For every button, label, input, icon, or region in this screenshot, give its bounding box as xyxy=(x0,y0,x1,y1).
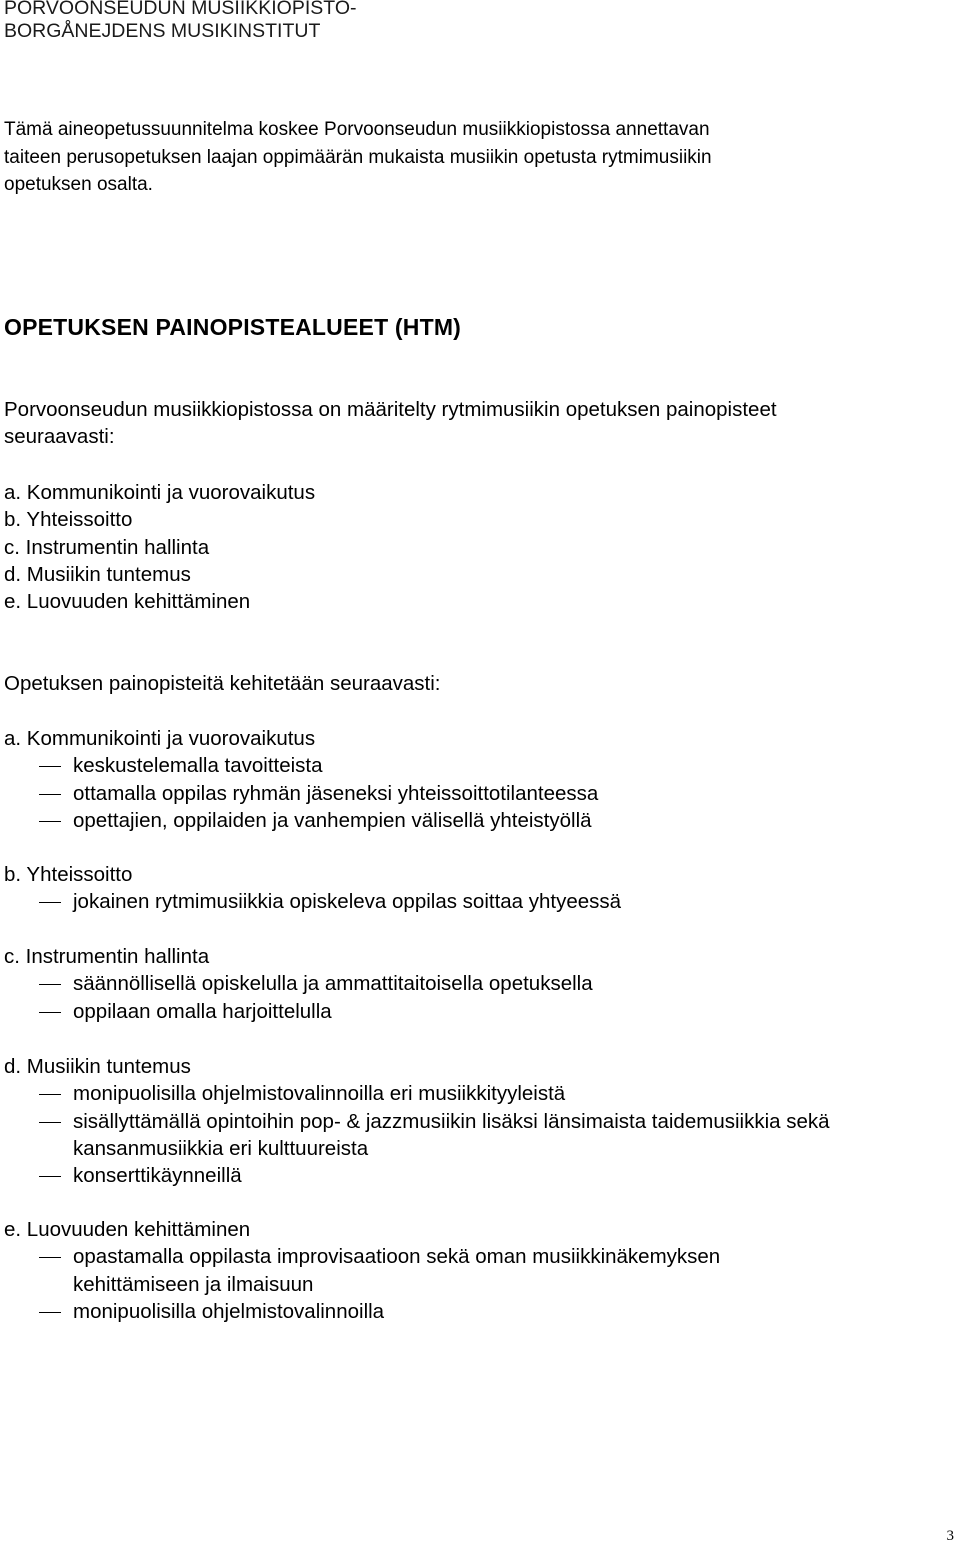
bullet-text: ottamalla oppilas ryhmän jäseneksi yhteissoittotilanteessa xyxy=(73,781,599,805)
dash-bullet-icon xyxy=(39,1094,61,1095)
focus-list-item: d. Musiikin tuntemus xyxy=(4,562,191,586)
development-intro: Opetuksen painopisteitä kehitetään seuraavasti: xyxy=(4,672,441,695)
bullet-text: kehittämiseen ja ilmaisuun xyxy=(73,1272,314,1296)
bullet-item xyxy=(4,1243,954,1298)
dash-bullet-icon xyxy=(39,794,61,795)
dash-bullet-icon xyxy=(39,1257,61,1258)
bullet-text: oppilaan omalla harjoittelulla xyxy=(73,999,332,1023)
dash-bullet-icon xyxy=(39,1012,61,1013)
dash-bullet-icon xyxy=(39,1176,61,1177)
dash-bullet-icon xyxy=(39,1122,61,1123)
header-line: BORGÅNEJDENS MUSIKINSTITUT xyxy=(4,20,321,42)
section-title: d. Musiikin tuntemus xyxy=(4,1055,191,1078)
dash-bullet-icon xyxy=(39,902,61,903)
bullet-text: opastamalla oppilasta improvisaatioon sekä oman musiikkinäkemyksen xyxy=(73,1245,721,1269)
section-music-knowledge xyxy=(4,1053,954,1189)
section-ensemble xyxy=(4,861,954,916)
section-communication xyxy=(4,725,954,834)
focus-list xyxy=(4,479,954,615)
focus-list-item: a. Kommunikointi ja vuorovaikutus xyxy=(4,481,316,504)
dash-bullet-icon xyxy=(39,821,61,822)
bullet-item xyxy=(4,970,954,997)
section-heading: OPETUKSEN PAINOPISTEALUEET (HTM) xyxy=(4,314,462,340)
header-line: PORVOONSEUDUN MUSIIKKIOPISTO- xyxy=(4,0,357,19)
bullet-text: kansanmusiikkia eri kulttuureista xyxy=(73,1136,369,1160)
section-title: a. Kommunikointi ja vuorovaikutus xyxy=(4,727,316,750)
bullet-text: monipuolisilla ohjelmistovalinnoilla eri musiikkityyleistä xyxy=(73,1082,566,1106)
bullet-item xyxy=(4,1080,954,1107)
paragraph-line: seuraavasti: xyxy=(4,425,115,449)
paragraph-line: Porvoonseudun musiikkiopistossa on määritelty rytmimusiikin opetuksen painopisteet xyxy=(4,398,777,421)
focus-list-item: c. Instrumentin hallinta xyxy=(4,535,210,559)
intro-line: Tämä aineopetussuunnitelma koskee Porvoonseudun musiikkiopistossa annettavan xyxy=(4,119,710,140)
intro-line: opetuksen osalta. xyxy=(4,174,153,195)
bullet-item xyxy=(4,780,954,807)
bullet-text: konserttikäynneillä xyxy=(73,1164,242,1188)
intro-line: taiteen perusopetuksen laajan oppimäärän mukaista musiikin opetusta rytmimusiikin xyxy=(4,146,712,168)
section-title: c. Instrumentin hallinta xyxy=(4,945,210,968)
bullet-item xyxy=(4,807,954,834)
section-creativity xyxy=(4,1216,954,1325)
focus-list-item: e. Luovuuden kehittäminen xyxy=(4,590,251,614)
section-title: b. Yhteissoitto xyxy=(4,863,133,886)
bullet-item xyxy=(4,998,954,1025)
focus-intro-paragraph xyxy=(4,396,954,451)
dash-bullet-icon xyxy=(39,984,61,985)
focus-list-item: b. Yhteissoitto xyxy=(4,508,133,532)
bullet-item xyxy=(4,1162,954,1189)
bullet-text: monipuolisilla ohjelmistovalinnoilla xyxy=(73,1299,385,1323)
intro-paragraph xyxy=(4,116,944,199)
bullet-text: jokainen rytmimusiikkia opiskeleva oppilas soittaa yhtyeessä xyxy=(73,890,622,914)
section-title: e. Luovuuden kehittäminen xyxy=(4,1218,251,1241)
dash-bullet-icon xyxy=(39,1312,61,1313)
page-header xyxy=(4,0,357,43)
bullet-item xyxy=(4,1108,954,1163)
dash-bullet-icon xyxy=(39,766,61,767)
section-instrument xyxy=(4,943,954,1025)
bullet-text: säännöllisellä opiskelulla ja ammattitaitoisella opetuksella xyxy=(73,972,593,996)
bullet-item xyxy=(4,1298,954,1325)
page-number: 3 xyxy=(946,1528,954,1544)
bullet-text: keskustelemalla tavoitteista xyxy=(73,754,323,778)
bullet-text: sisällyttämällä opintoihin pop- & jazzmusiikin lisäksi länsimaista taidemusiikkia sekä xyxy=(73,1109,830,1133)
bullet-item xyxy=(4,752,954,779)
bullet-item xyxy=(4,888,954,915)
bullet-text: opettajien, oppilaiden ja vanhempien välisellä yhteistyöllä xyxy=(73,808,592,832)
